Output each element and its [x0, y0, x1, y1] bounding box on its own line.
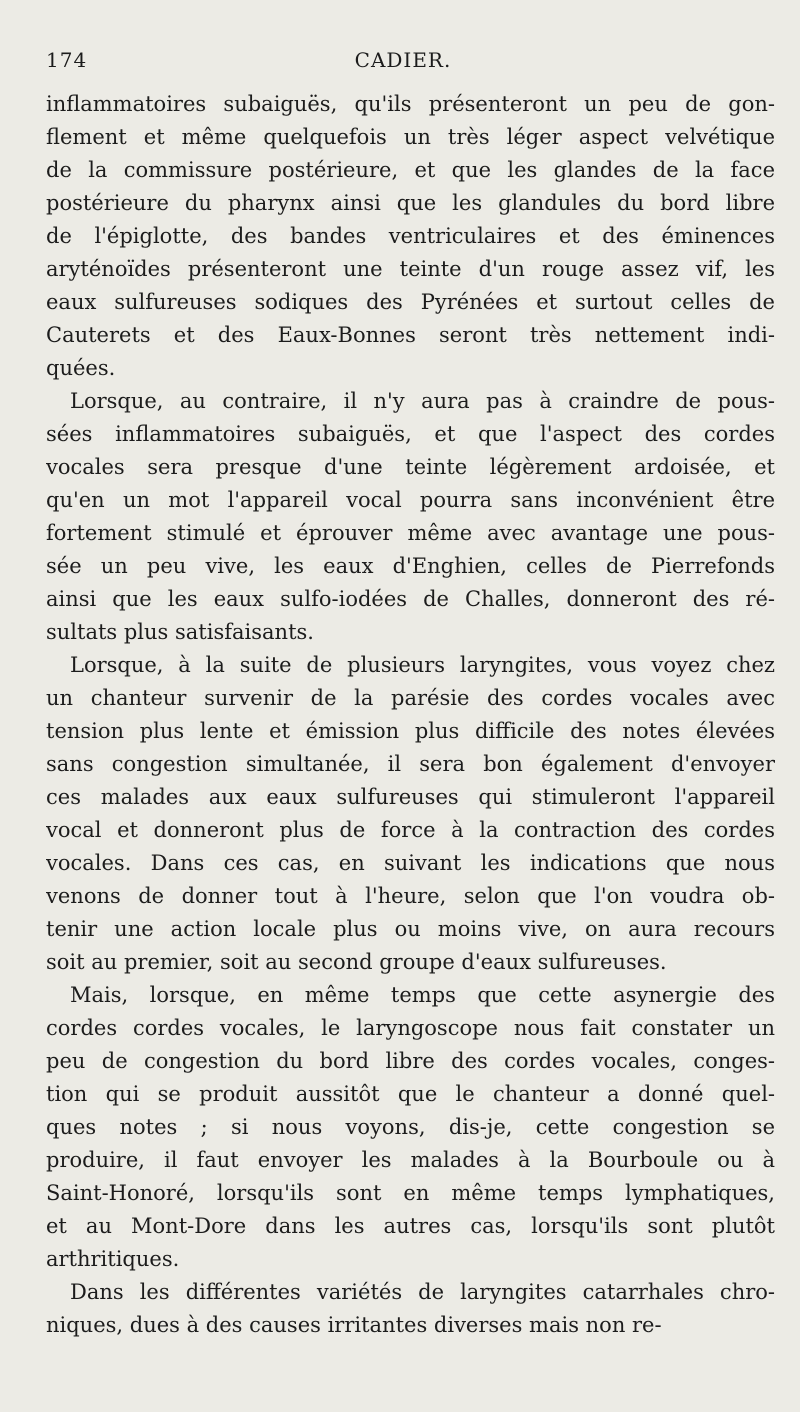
- text-line: de la commissure postérieure, et que les glandes de la face: [46, 158, 775, 182]
- text-line: ques notes ; si nous voyons, dis-je, cette congestion se: [46, 1115, 775, 1139]
- text-line: eaux sulfureuses sodiques des Pyrénées et surtout celles de: [46, 290, 775, 314]
- text-line: tenir une action locale plus ou moins vive, on aura recours: [46, 917, 775, 941]
- body-text: [46, 88, 775, 1342]
- text-line: tension plus lente et émission plus difficile des notes élevées: [46, 719, 775, 743]
- text-line: quées.: [46, 356, 116, 380]
- text-line: Saint-Honoré, lorsqu'ils sont en même temps lymphatiques,: [46, 1181, 775, 1205]
- text-line: flement et même quelquefois un très léger aspect velvétique: [46, 125, 775, 149]
- text-line: qu'en un mot l'appareil vocal pourra sans inconvénient être: [46, 488, 775, 512]
- paragraph: [46, 1276, 775, 1342]
- text-line: aryténoïdes présenteront une teinte d'un rouge assez vif, les: [46, 257, 775, 281]
- text-line: vocales sera presque d'une teinte légèrement ardoisée, et: [46, 455, 775, 479]
- text-line: ces malades aux eaux sulfureuses qui stimuleront l'appareil: [46, 785, 775, 809]
- text-line: niques, dues à des causes irritantes diverses mais non re-: [46, 1313, 662, 1337]
- page-number: 174: [46, 48, 88, 72]
- text-line: peu de congestion du bord libre des cordes vocales, conges-: [46, 1049, 775, 1073]
- paragraph: [46, 979, 775, 1276]
- text-line: Lorsque, à la suite de plusieurs laryngites, vous voyez chez: [70, 653, 775, 677]
- text-line: Lorsque, au contraire, il n'y aura pas à craindre de pous-: [70, 389, 775, 413]
- text-line: postérieure du pharynx ainsi que les glandules du bord libre: [46, 191, 775, 215]
- text-line: Cauterets et des Eaux-Bonnes seront très nettement indi-: [46, 323, 775, 347]
- text-line: inflammatoires subaiguës, qu'ils présenteront un peu de gon-: [46, 92, 775, 116]
- text-line: sée un peu vive, les eaux d'Enghien, celles de Pierrefonds: [46, 554, 775, 578]
- text-line: sans congestion simultanée, il sera bon également d'envoyer: [46, 752, 775, 776]
- text-line: cordes cordes vocales, le laryngoscope nous fait constater un: [46, 1016, 775, 1040]
- text-line: produire, il faut envoyer les malades à la Bourboule ou à: [46, 1148, 775, 1172]
- text-line: vocales. Dans ces cas, en suivant les indications que nous: [46, 851, 775, 875]
- text-line: Mais, lorsque, en même temps que cette asynergie des: [70, 983, 775, 1007]
- paragraph: [46, 385, 775, 649]
- text-line: venons de donner tout à l'heure, selon que l'on voudra ob-: [46, 884, 775, 908]
- text-line: ainsi que les eaux sulfo-iodées de Challes, donneront des ré-: [46, 587, 775, 611]
- paragraph: [46, 649, 775, 979]
- paragraph: [46, 88, 775, 385]
- text-line: tion qui se produit aussitôt que le chanteur a donné quel-: [46, 1082, 775, 1106]
- page-header: [46, 48, 760, 80]
- text-line: arthritiques.: [46, 1247, 180, 1271]
- text-line: sées inflammatoires subaiguës, et que l'aspect des cordes: [46, 422, 775, 446]
- text-line: vocal et donneront plus de force à la contraction des cordes: [46, 818, 775, 842]
- text-line: et au Mont-Dore dans les autres cas, lorsqu'ils sont plutôt: [46, 1214, 775, 1238]
- text-line: fortement stimulé et éprouver même avec avantage une pous-: [46, 521, 775, 545]
- text-line: de l'épiglotte, des bandes ventriculaires et des éminences: [46, 224, 775, 248]
- text-line: soit au premier, soit au second groupe d'eaux sulfureuses.: [46, 950, 667, 974]
- text-line: sultats plus satisfaisants.: [46, 620, 314, 644]
- text-line: Dans les différentes variétés de laryngites catarrhales chro-: [70, 1280, 775, 1304]
- running-head: CADIER.: [354, 48, 452, 72]
- text-line: un chanteur survenir de la parésie des cordes vocales avec: [46, 686, 775, 710]
